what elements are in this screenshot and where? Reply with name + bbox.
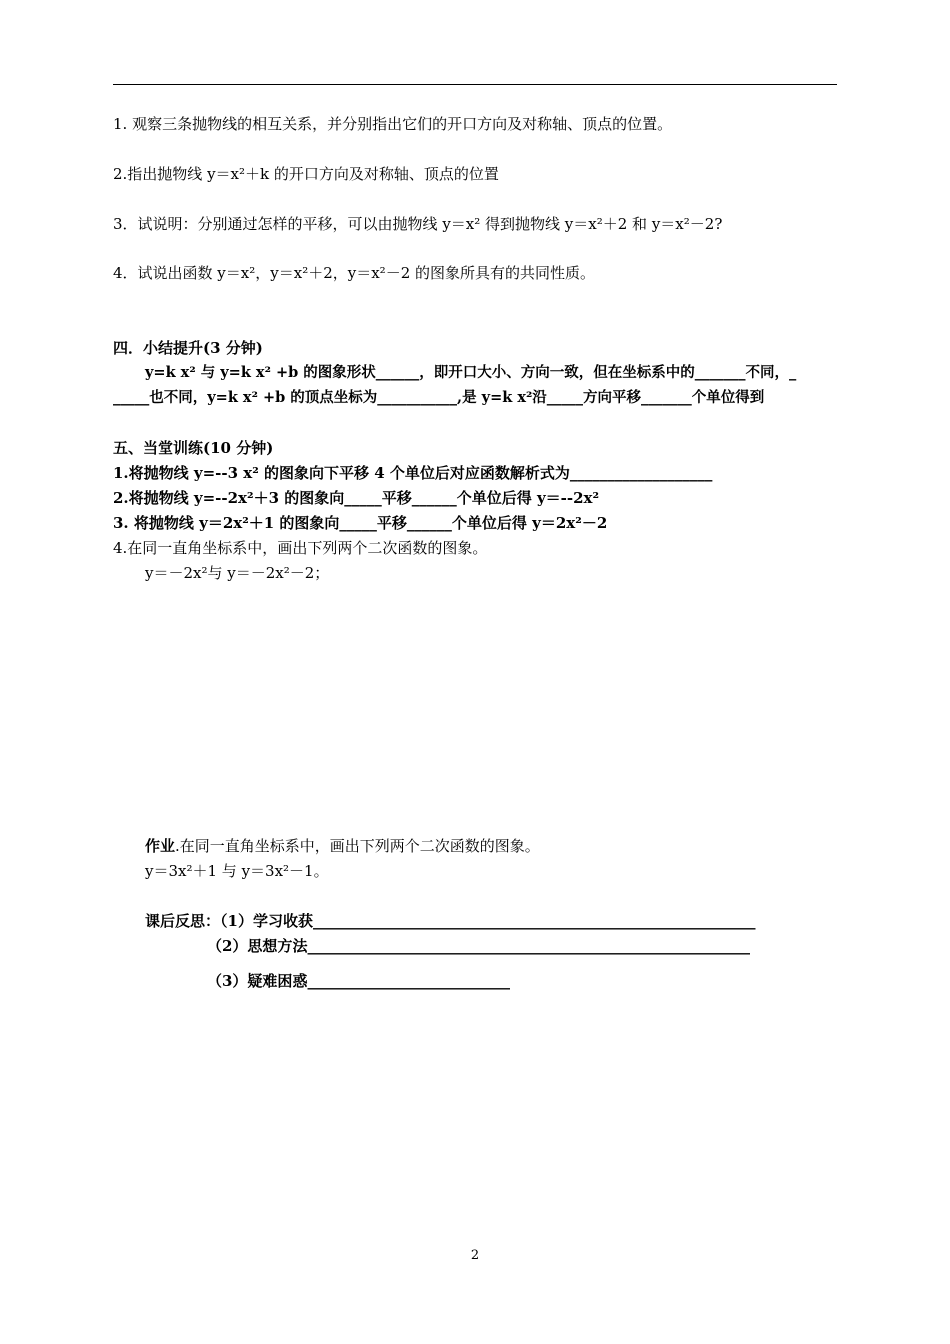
page-number: 2 [470,1248,480,1263]
question-3: 3．试说明：分别通过怎样的平移，可以由抛物线 y＝x² 得到抛物线 y＝x²＋2 和 y＝x²－2? [113,215,723,233]
practice-item-2: 2.将抛物线 y=--2x²＋3 的图象向_____平移______个单位后得 y＝--2x² [113,489,600,507]
homework-label: 作业 [145,837,176,855]
homework-formula: y＝3x²＋1 与 y＝3x²－1。 [145,862,329,880]
question-2: 2.指出抛物线 y＝x²＋k 的开口方向及对称轴、顶点的位置 [113,165,499,183]
practice-item-4: 4.在同一直角坐标系中，画出下列两个二次函数的图象。 [113,539,488,557]
header-rule [113,84,837,85]
question-4: 4．试说出函数 y＝x²，y＝x²＋2，y＝x²－2 的图象所具有的共同性质。 [113,264,596,282]
practice-item-1: 1.将抛物线 y=--3 x² 的图象向下平移 4 个单位后对应函数解析式为___________________ [113,464,713,482]
reflection-item-2: （2）思想方法___________________________________________________________ [207,937,750,955]
homework-text: .在同一直角坐标系中，画出下列两个二次函数的图象。 [175,837,540,855]
summary-line-1: y=k x² 与 y=k x² +b 的图象形状______，即开口大小、方向一致，但在坐标系中的_______不同，_ [145,364,797,381]
summary-line-2: _____也不同，y=k x² +b 的顶点坐标为___________,是 y=k x²沿_____方向平移_______个单位得到 [113,389,765,406]
practice-heading: 五、当堂训练(10 分钟) [113,439,274,457]
practice-item-3: 3. 将抛物线 y＝2x²＋1 的图象向_____平移______个单位后得 y＝2x²－2 [113,514,608,532]
question-1: 1. 观察三条抛物线的相互关系，并分别指出它们的开口方向及对称轴、顶点的位置。 [113,115,673,133]
reflection-item-1: （1）学习收获___________________________________________________________ [220,912,756,930]
reflection-line-1 [145,911,755,931]
summary-heading: 四．小结提升(3 分钟) [113,339,263,357]
reflection-title: 课后反思： [145,912,221,930]
reflection-item-3: （3）疑难困惑___________________________ [207,972,510,990]
homework-line [145,836,540,856]
practice-item-4-formula: y＝－2x²与 y＝－2x²－2； [145,564,330,582]
